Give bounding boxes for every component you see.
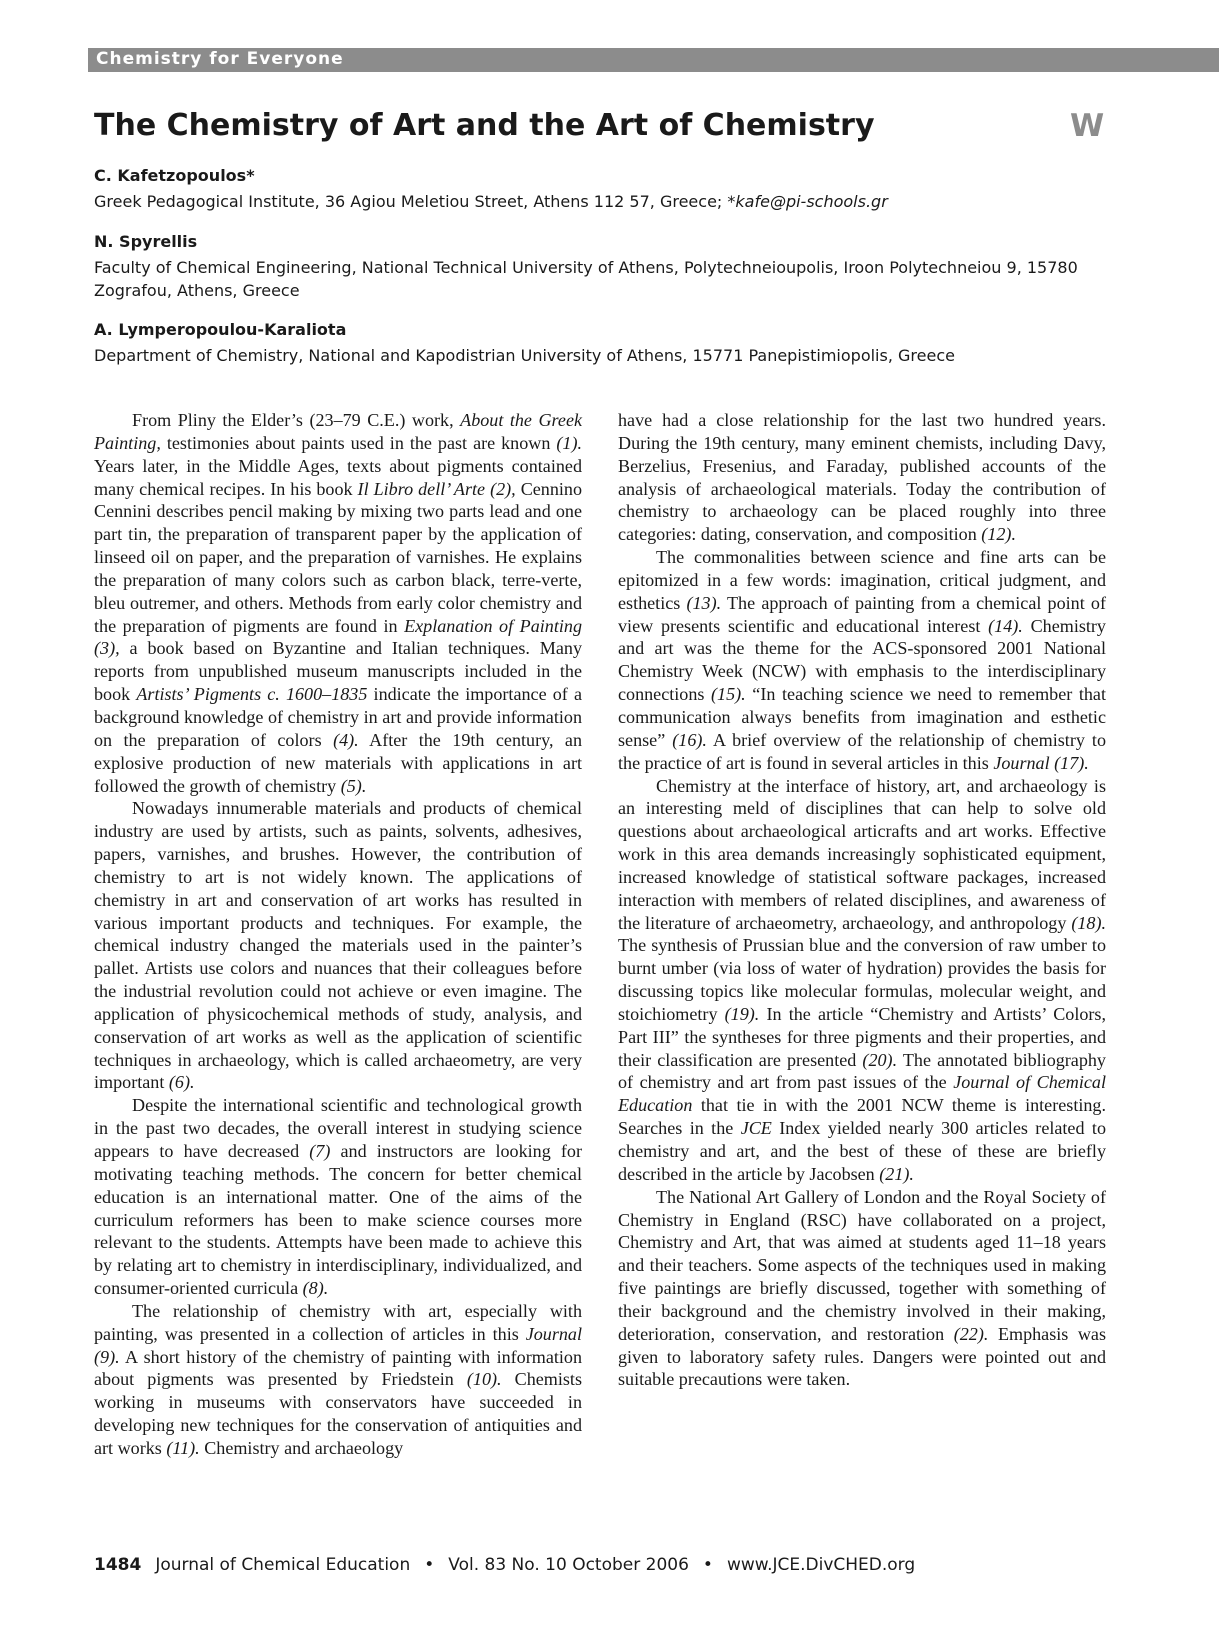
italic-run: (4).	[333, 729, 359, 750]
footer-bullet: •	[702, 1555, 713, 1575]
issue-info: Vol. 83 No. 10 October 2006	[448, 1555, 689, 1575]
author-name-1: C. Kafetzopoulos*	[94, 166, 255, 185]
italic-run: Artists’ Pigments c. 1600–1835	[136, 684, 368, 705]
italic-run: Journal of Chemical Education	[618, 1072, 1106, 1116]
body-paragraph: From Pliny the Elder’s (23–79 C.E.) work, About the Greek Painting, testimonies about paints used in the past are known (1). Years later, in the Middle Ages, texts about pigments contained many chemical recipes. In his book Il Libro dell’ Arte (2), Cennino Cennini describes pencil making by mixing two parts lead and one part tin, the preparation of transparent paper by the application of linseed oil on paper, and the preparation of varnishes. He explains the preparation of many colors such as carbon black, terre-verte, bleu outremer, and others. Methods from early color chemistry and the preparation of pigments are found in Explanation of Painting (3), a book based on Byzantine and Italian techniques. Many reports from unpublished museum manuscripts included in the book Artists’ Pigments c. 1600–1835 indicate the importance of a background knowledge of chemistry in art and provide information on the preparation of colors (4). After the 19th century, an explosive production of new materials with applications in art followed the growth of chemistry (5).	[94, 410, 583, 796]
italic-run: (10).	[466, 1369, 502, 1390]
italic-run: (8).	[302, 1278, 329, 1299]
web-supplement-icon: W	[1070, 108, 1105, 144]
italic-run: (1).	[556, 432, 582, 453]
affiliation-text-1: Greek Pedagogical Institute, 36 Agiou Meletiou Street, Athens 112 57, Greece;	[94, 192, 728, 211]
author-affiliation-2: Faculty of Chemical Engineering, National Technical University of Athens, Polytechneioupolis, Iroon Polytechneiou 9, 15780 Zografou, Athens, Greece	[94, 258, 1078, 300]
body-column-right	[618, 409, 1106, 1391]
journal-name: Journal of Chemical Education	[155, 1555, 411, 1575]
author-affiliation-3: Department of Chemistry, National and Kapodistrian University of Athens, 15771 Panepistimiopolis, Greece	[94, 346, 955, 365]
italic-run: (6).	[168, 1072, 195, 1093]
italic-run: (14).	[988, 615, 1023, 636]
body-paragraph: The commonalities between science and fine arts can be epitomized in a few words: imagination, critical judgment, and esthetics (13). The approach of painting from a chemical point of view presents scientific and educational interest (14). Chemistry and art was the theme for the ACS-sponsored 2001 National Chemistry Week (NCW) with emphasis to the interdisciplinary connections (15). “In teaching science we need to remember that communication always benefits from imagination and esthetic sense” (16). A brief overview of the relationship of chemistry to the practice of art is found in several articles in this Journal (17).	[618, 547, 1107, 773]
author-name-3: A. Lymperopoulou-Karaliota	[94, 320, 347, 339]
body-column-left	[94, 409, 582, 1460]
footer-bullet: •	[424, 1555, 435, 1575]
author-name-2: N. Spyrellis	[94, 232, 198, 251]
page-number: 1484	[94, 1555, 142, 1575]
author-email[interactable]: *kafe@pi-schools.gr	[727, 192, 888, 211]
italic-run: (5).	[340, 775, 367, 796]
body-paragraph: The National Art Gallery of London and the Royal Society of Chemistry in England (RSC) have collaborated on a project, Chemistry and Art, that was aimed at students aged 11–18 years and their teachers. Some aspects of the techniques used in making five paintings are briefly discussed, together with something of their background and the chemistry involved in their making, deterioration, conservation, and restoration (22). Emphasis was given to laboratory safety rules. Dangers were pointed out and suitable precautions were taken.	[618, 1186, 1107, 1390]
body-paragraph: Chemistry at the interface of history, art, and archaeology is an interesting meld of disciplines that can help to solve old questions about archaeological articrafts and art works. Effective work in this area demands increasingly sophisticated equipment, increased knowledge of statistical software packages, increased interaction with members of related disciplines, and awareness of the literature of archaeometry, archaeology, and anthropology (18). The synthesis of Prussian blue and the conversion of raw umber to burnt umber (via loss of water of hydration) provides the basis for discussing topics like molecular formulas, molecular weight, and stoichiometry (19). In the article “Chemistry and Artists’ Colors, Part III” the syntheses for three pigments and their properties, and their classification are presented (20). The annotated bibliography of chemistry and art from past issues of the Journal of Chemical Education that tie in with the 2001 NCW theme is interesting. Searches in the JCE Index yielded nearly 300 articles related to chemistry and art, and the best of these of these are briefly described in the article by Jacobsen (21).	[618, 775, 1106, 1184]
italic-run: (20).	[862, 1049, 898, 1070]
italic-run: About the Greek Painting,	[94, 410, 582, 453]
italic-run: (7)	[309, 1141, 331, 1161]
italic-run: Journal (17).	[993, 752, 1089, 773]
author-affiliation-1	[94, 190, 1154, 213]
italic-run: (13).	[686, 592, 722, 613]
italic-run: Explanation of Painting (3),	[94, 615, 582, 659]
italic-run: Journal (9).	[94, 1323, 582, 1367]
italic-run: (11).	[166, 1437, 200, 1458]
italic-run: (22).	[953, 1323, 989, 1344]
italic-run: (15).	[711, 684, 746, 705]
page-footer	[94, 1555, 915, 1575]
italic-run: (16).	[672, 729, 707, 750]
italic-run: JCE	[740, 1118, 772, 1139]
body-paragraph: Despite the international scientific and technological growth in the past two decades, the overall interest in studying science appears to have decreased (7) and instructors are looking for motivating teaching methods. The concern for better chemical education is an international matter. One of the aims of the curriculum reformers has been to make science courses more relevant to the students. Attempts have been made to achieve this by relating art to chemistry in interdisciplinary, individualized, and consumer-oriented curricula (8).	[94, 1095, 582, 1299]
section-label: Chemistry for Everyone	[96, 49, 344, 69]
italic-run: (18).	[1071, 912, 1106, 933]
italic-run: (19).	[724, 1003, 760, 1024]
article-title: The Chemistry of Art and the Art of Chemistry	[94, 108, 875, 143]
italic-run: Il Libro dell’ Arte (2),	[357, 478, 516, 499]
body-paragraph: Nowadays innumerable materials and products of chemical industry are used by artists, such as paints, solvents, adhesives, papers, varnishes, and brushes. However, the contribution of chemistry to art is not widely known. The applications of chemistry in art and conservation of art works has resulted in various important products and techniques. For example, the chemical industry changed the materials used in the painter’s pallet. Artists use colors and nuances that their colleagues before the industrial revolution could not achieve or even imagine. The application of physicochemical methods of study, analysis, and conservation of art works as well as the application of scientific techniques in archaeology, which is called archaeometry, are very important (6).	[94, 798, 582, 1093]
body-paragraph: The relationship of chemistry with art, especially with painting, was presented in a collection of articles in this Journal (9). A short history of the chemistry of painting with information about pigments was presented by Friedstein (10). Chemists working in museums with conservators have succeeded in developing new techniques for the conservation of antiquities and art works (11). Chemistry and archaeology	[94, 1300, 582, 1458]
body-paragraph: have had a close relationship for the last two hundred years. During the 19th century, many eminent chemists, including Davy, Berzelius, Fresenius, and Faraday, published accounts of the analysis of archaeological materials. Today the contribution of chemistry to archaeology can be placed roughly into three categories: dating, conservation, and composition (12).	[618, 410, 1106, 545]
italic-run: (12).	[981, 524, 1016, 545]
journal-url[interactable]: www.JCE.DivCHED.org	[726, 1555, 916, 1575]
section-banner	[88, 48, 1219, 72]
italic-run: (21).	[879, 1163, 914, 1184]
